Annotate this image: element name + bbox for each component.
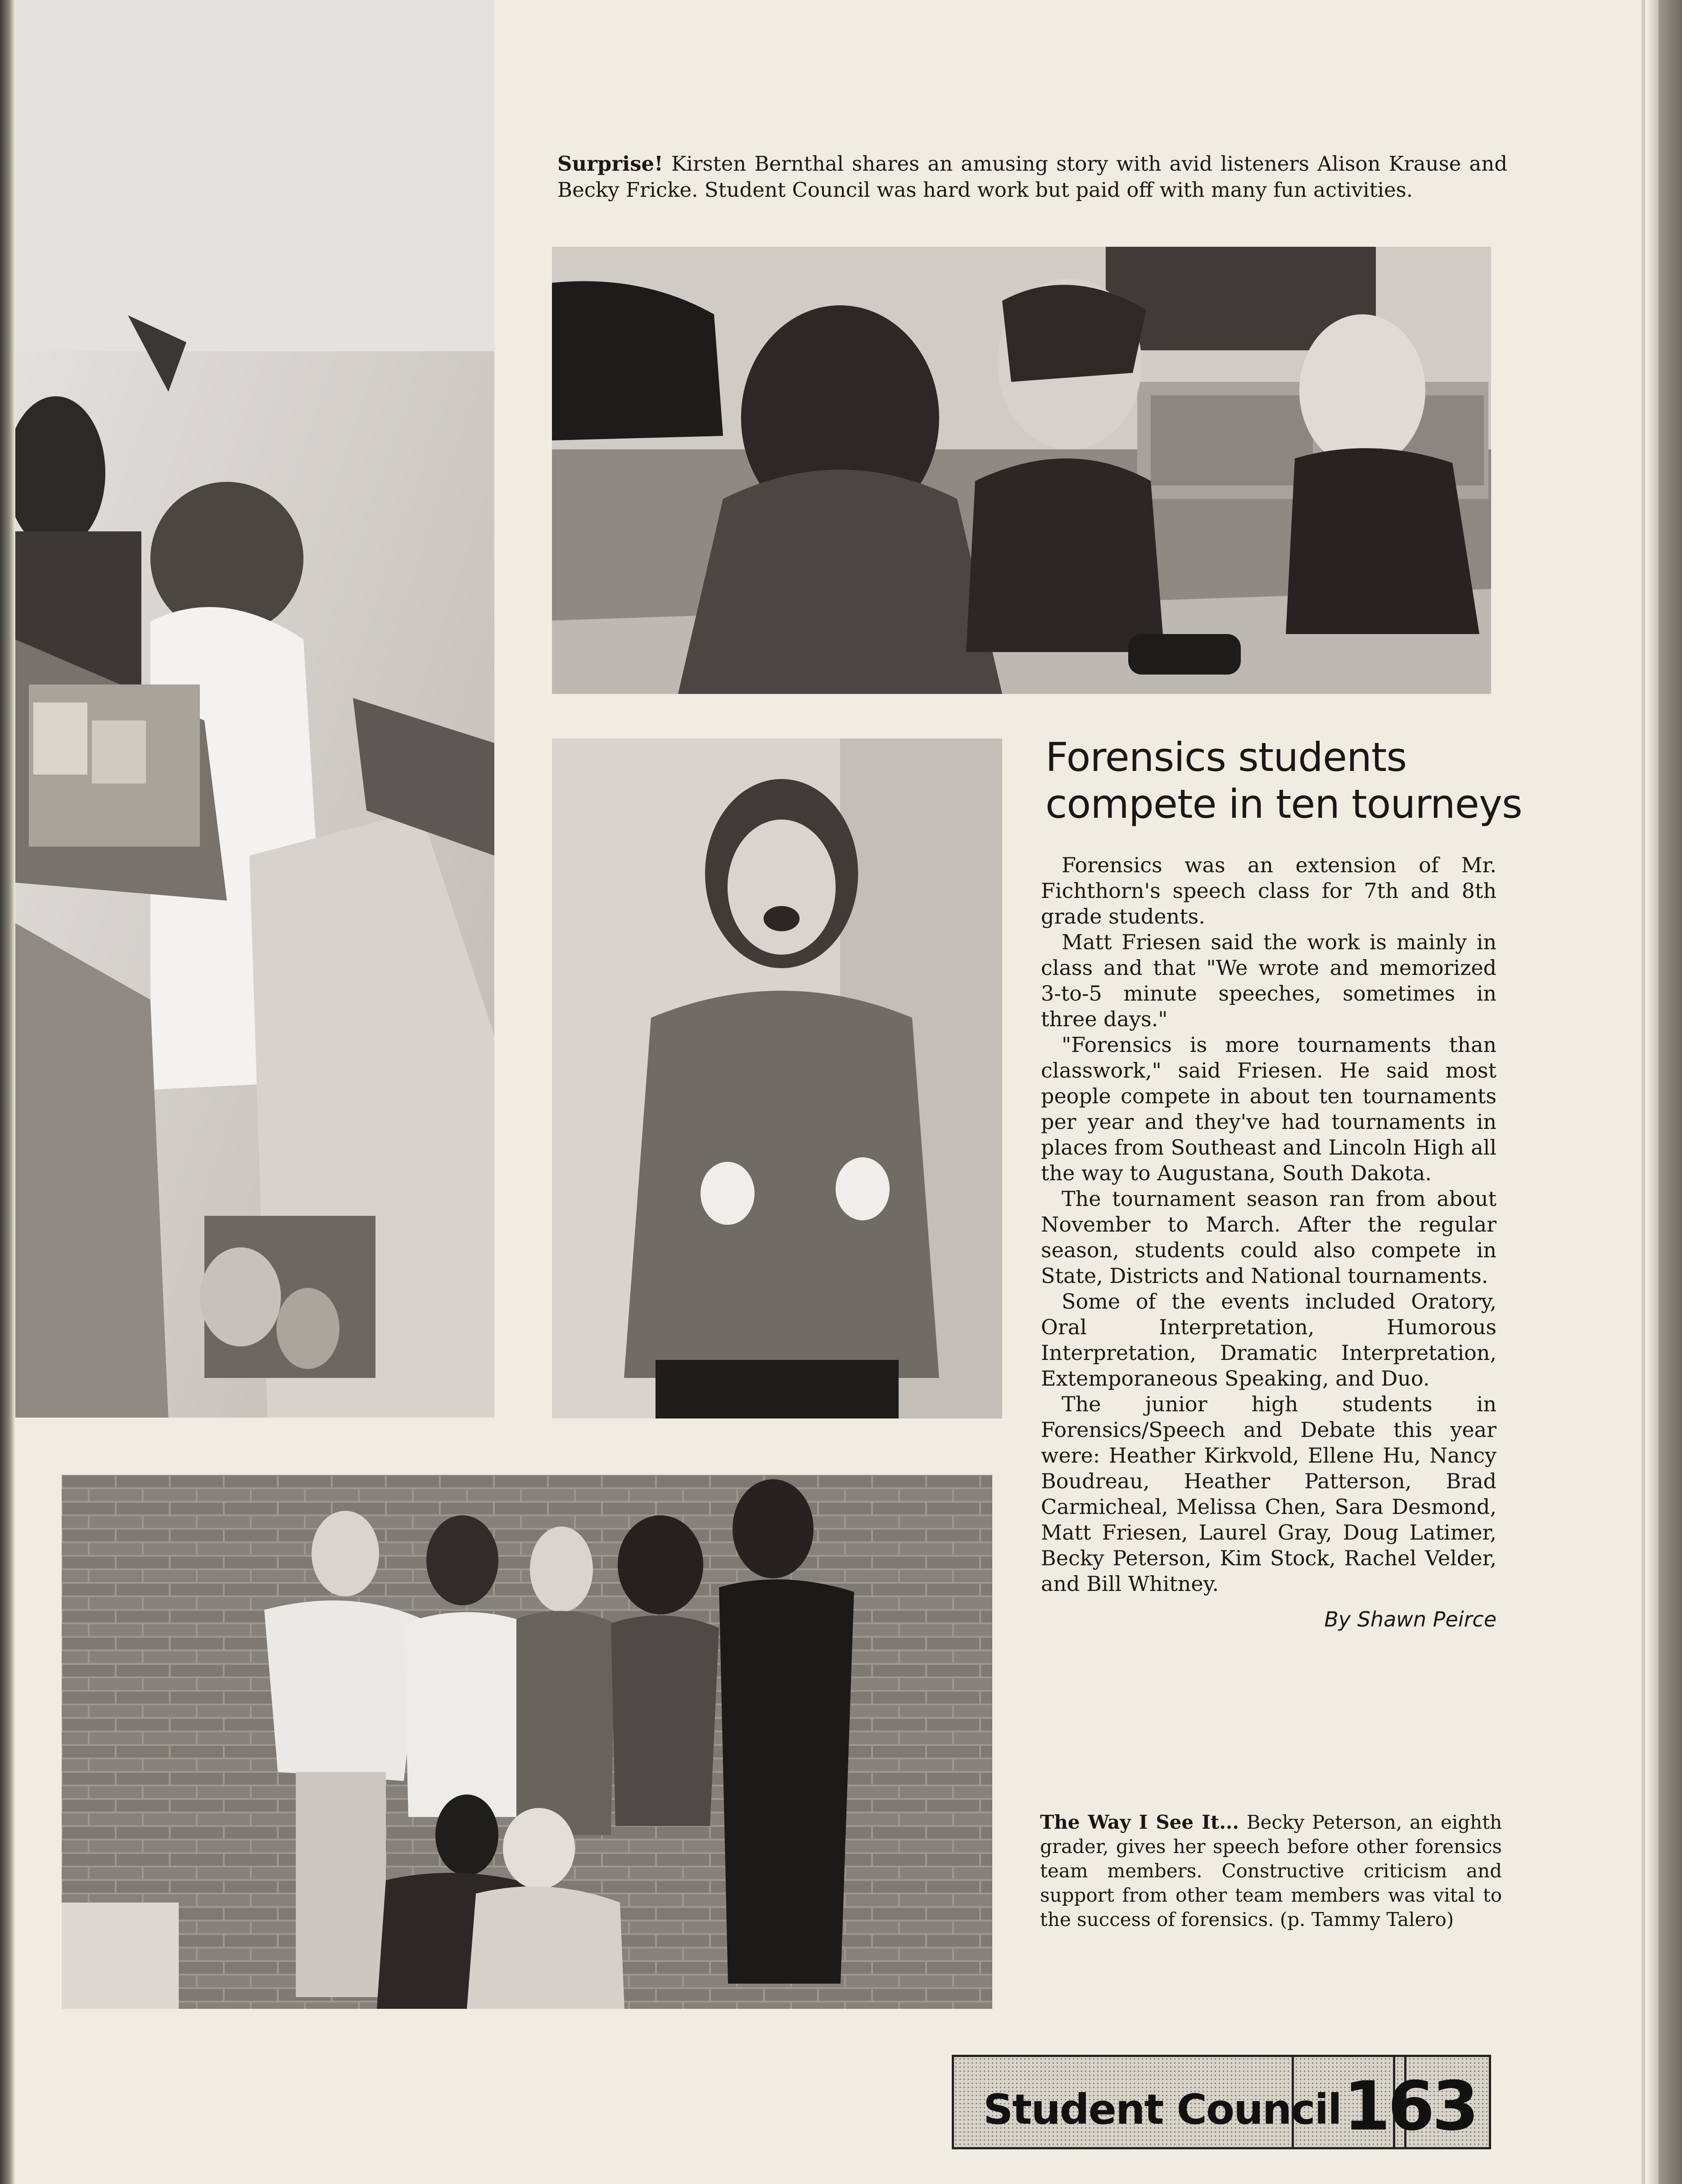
article-body: [1041, 852, 1497, 1632]
binding-shadow: [0, 0, 15, 2184]
headline-line-1: Forensics students: [1045, 734, 1407, 780]
student-council-photo: [552, 247, 1491, 694]
article-headline: [1045, 734, 1523, 828]
article-paragraph: The junior high students in Forensics/Speech and Debate this year were: Heather Kirkvold, Ellene Hu, Nancy Boudreau, Heather Patterson, Brad Carmicheal, Melissa Chen, Sara Desmond, Matt Friesen, Laurel Gray, Doug Latimer, Becky Peterson, Kim Stock, Rachel Velder, and Bill Whitney.: [1041, 1392, 1497, 1596]
article-paragraph: "Forensics is more tournaments than classwork," said Friesen. He said most people compete in about ten tournaments per year and they've had tournaments in places from Southeast and Lincoln High all the way to Augustana, South Dakota.: [1041, 1033, 1497, 1185]
caption-lead: The Way I See It...: [1040, 1811, 1239, 1833]
headline-line-2: compete in ten tourneys: [1045, 781, 1522, 827]
top-photo-caption: [557, 151, 1507, 203]
page-number: 163: [1343, 2067, 1477, 2146]
speaker-photo-caption: [1040, 1810, 1502, 1932]
speaker-photo: [552, 739, 1002, 1418]
article-paragraph: Matt Friesen said the work is mainly in class and that "We wrote and memorized 3-to-5 minute speeches, sometimes in three days.": [1041, 930, 1497, 1031]
article-paragraph: The tournament season ran from about November to March. After the regular season, students could also compete in State, Districts and National tournaments.: [1041, 1187, 1497, 1288]
caption-text: Becky Peterson, an eighth grader, gives her speech before other forensics team members. Constructive criticism and support from other team members was vital to the success of forensics. (p. Tammy Talero): [1040, 1811, 1502, 1930]
page-edge: [1641, 0, 1682, 2184]
forensics-team-photo: [62, 1475, 992, 2009]
article-paragraph: Some of the events included Oratory, Oral Interpretation, Humorous Interpretation, Dramatic Interpretation, Extemporaneous Speaking, and Duo.: [1041, 1289, 1497, 1391]
caption-text: Kirsten Bernthal shares an amusing story with avid listeners Alison Krause and Becky Fricke. Student Council was hard work but paid off with many fun activities.: [557, 152, 1507, 202]
section-title: Student Council: [983, 2085, 1341, 2134]
byline: By Shawn Peirce: [1324, 1607, 1497, 1631]
article-paragraph: Forensics was an extension of Mr. Fichthorn's speech class for 7th and 8th grade students.: [1041, 853, 1497, 929]
page-footer-tab: [952, 2055, 1491, 2149]
caption-lead: Surprise!: [557, 152, 663, 176]
food-drive-photo: [15, 0, 494, 1418]
